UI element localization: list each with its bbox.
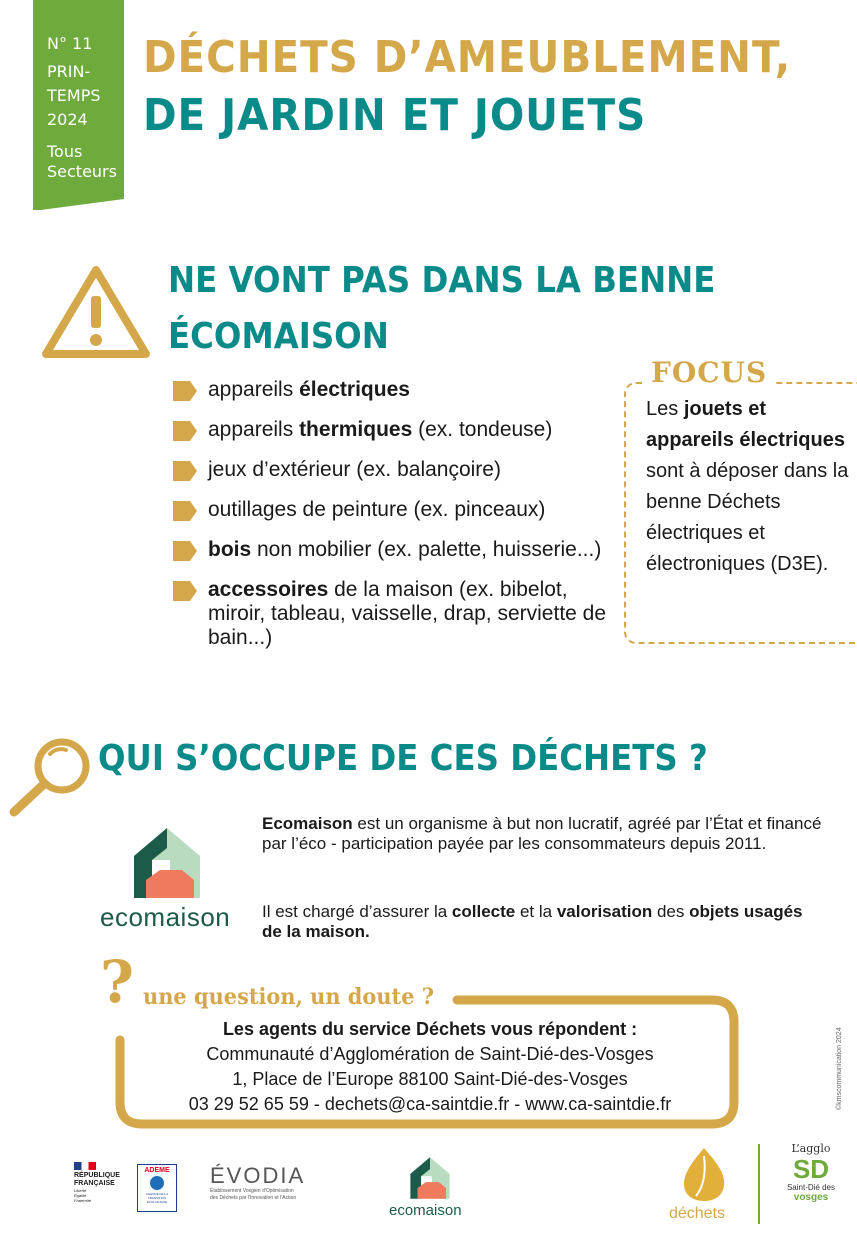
page-title-line1: DÉCHETS D’AMEUBLEMENT, <box>143 32 792 83</box>
agglo-logo: L’agglo SD Saint-Dié des vosges <box>786 1142 836 1203</box>
excluded-items-list <box>172 378 612 666</box>
republique-francaise-logo: RÉPUBLIQUE FRANÇAISE Liberté Égalité Fraternité <box>74 1162 134 1203</box>
question-label: une question, un doute ? <box>143 984 435 1010</box>
ademe-globe-icon <box>150 1176 164 1190</box>
magnifier-icon <box>6 736 92 818</box>
tag-bullet-icon <box>172 580 198 608</box>
sector-line1: Tous <box>47 142 83 161</box>
ecomaison-logo-icon <box>130 826 204 900</box>
tag-bullet-icon <box>172 460 198 488</box>
ecomaison-footer-text: ecomaison <box>389 1202 462 1219</box>
ademe-logo: ADEME AGENCE DE LA TRANSITION ÉCOLOGIQUE <box>137 1164 177 1212</box>
contact-phone-email-web: 03 29 52 65 59 - dechets@ca-saintdie.fr - www.ca-saintdie.fr <box>188 1094 672 1114</box>
focus-title: FOCUS <box>645 356 773 389</box>
list-item: jeux d’extérieur (ex. balançoire) <box>172 458 612 482</box>
contact-address-line2: 1, Place de l’Europe 88100 Saint-Dié-des-Vosges <box>232 1069 628 1089</box>
tag-bullet-icon <box>172 540 198 568</box>
season-line1: PRIN- <box>47 62 91 81</box>
issue-tab <box>33 0 124 210</box>
contact-address-line1: Communauté d’Agglomération de Saint-Dié-des-Vosges <box>206 1044 654 1064</box>
tag-bullet-icon <box>172 380 198 408</box>
dechets-drop-icon <box>680 1146 728 1202</box>
issue-year: 2024 <box>47 110 88 129</box>
ecomaison-mission: Il est chargé d’assurer la collecte et la valorisation des objets usagés de la maison. <box>262 902 803 941</box>
issue-number: N° 11 <box>47 34 93 53</box>
flag-icon <box>74 1162 96 1170</box>
warning-icon <box>38 262 154 362</box>
credit-text: ©kmscommunication 2024 <box>836 1027 843 1110</box>
footer-divider <box>758 1144 760 1224</box>
tag-bullet-icon <box>172 420 198 448</box>
dechets-text: déchets <box>669 1205 726 1222</box>
season-line2: TEMPS <box>47 86 101 105</box>
section1-heading-line2: ÉCOMAISON <box>168 316 389 357</box>
contact-info <box>130 1017 730 1117</box>
list-item: appareils électriques <box>172 378 612 402</box>
question-mark-icon: ? <box>100 948 134 1016</box>
contact-line1: Les agents du service Déchets vous répondent : <box>222 1019 638 1039</box>
ecomaison-footer-icon <box>408 1156 452 1200</box>
tag-bullet-icon <box>172 500 198 528</box>
page-title-line2: DE JARDIN ET JOUETS <box>143 90 647 141</box>
section1-heading-line1: NE VONT PAS DANS LA BENNE <box>168 260 716 301</box>
ecomaison-logo-text: ecomaison <box>100 902 231 932</box>
focus-text: Les jouets et appareils électriques sont à déposer dans la benne Déchets électriques et électroniques (D3E). <box>646 398 849 575</box>
list-item: appareils thermiques (ex. tondeuse) <box>172 418 612 442</box>
section2-heading: QUI S’OCCUPE DE CES DÉCHETS ? <box>98 738 708 779</box>
list-item: accessoires de la maison (ex. bibelot, miroir, tableau, vaisselle, drap, serviette de bain...) <box>172 578 612 650</box>
ecomaison-description: Ecomaison est un organisme à but non lucratif, agréé par l’État et financé par l’éco - participation payée par les consommateurs depuis 2011. <box>262 814 822 853</box>
list-item: bois non mobilier (ex. palette, huisserie...) <box>172 538 612 562</box>
sector-line2: Secteurs <box>47 162 117 181</box>
evodia-logo: ÉVODIA Établissement Vosgien d’Optimisation des Déchets par l’Innovation et l’Action <box>210 1163 306 1201</box>
list-item: outillages de peinture (ex. pinceaux) <box>172 498 612 522</box>
